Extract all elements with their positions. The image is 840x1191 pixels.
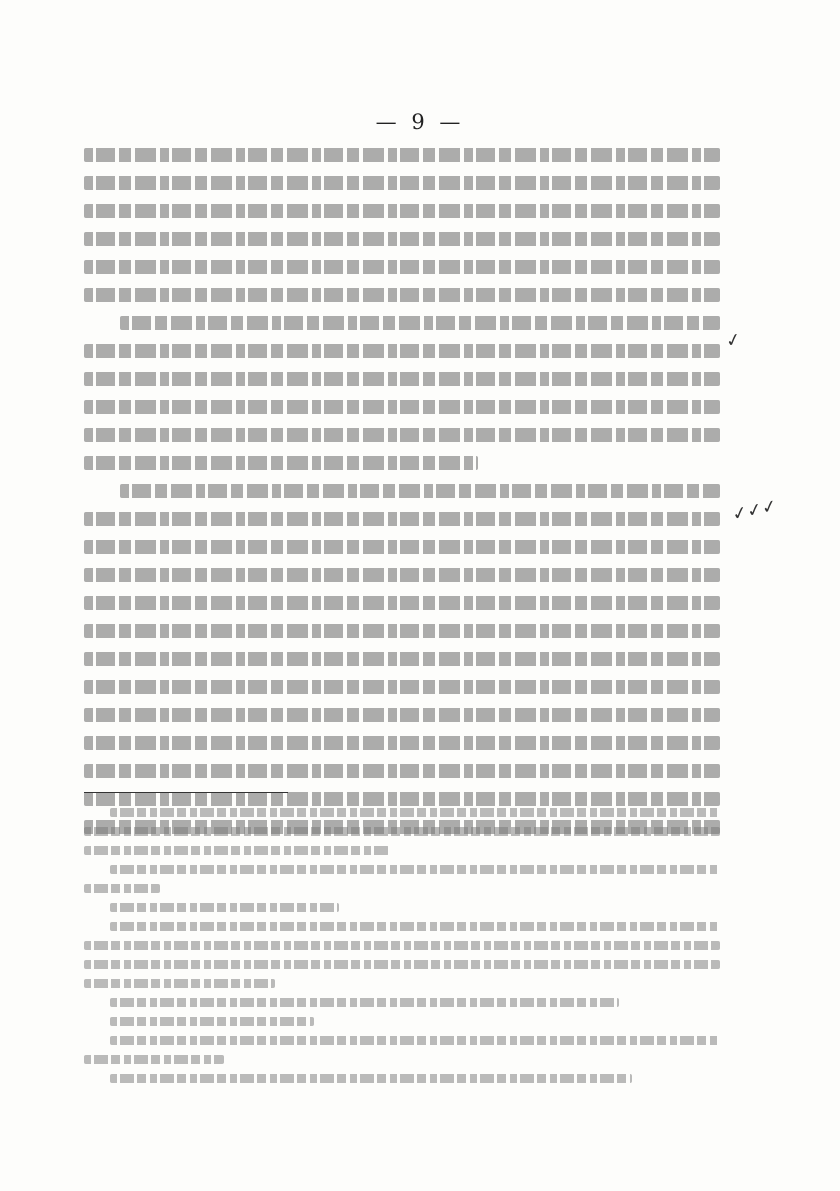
text-line: [110, 1017, 314, 1026]
text-line: [84, 764, 720, 778]
text-line: [110, 808, 720, 817]
text-line: [84, 846, 389, 855]
text-line: [110, 865, 720, 874]
text-line: [120, 316, 720, 330]
footnote-8: [84, 1074, 720, 1083]
text-line: [84, 596, 720, 610]
text-line: [84, 1055, 224, 1064]
text-line: [84, 232, 720, 246]
footnote-6: [84, 1017, 720, 1026]
page-number: — 9 —: [375, 110, 465, 134]
text-line: [84, 260, 720, 274]
text-line: [84, 884, 160, 893]
text-line: [84, 979, 275, 988]
text-line: [84, 736, 720, 750]
text-line: [110, 1036, 720, 1045]
text-line: [110, 922, 720, 931]
text-line: [110, 903, 339, 912]
margin-tick-mark: ✓: [723, 328, 744, 353]
text-line: [84, 827, 720, 836]
text-line: [84, 176, 720, 190]
text-line: [84, 344, 720, 358]
text-line: [84, 708, 720, 722]
text-line: [84, 792, 720, 806]
text-line: [84, 372, 720, 386]
text-line: [120, 484, 720, 498]
margin-tick-mark: ✓✓✓: [730, 495, 779, 526]
footnote-4: [84, 922, 720, 988]
body-text: [84, 148, 720, 848]
text-line: [84, 428, 720, 442]
text-line: [84, 456, 478, 470]
text-line: [84, 941, 720, 950]
text-line: [84, 624, 720, 638]
text-line: [84, 288, 720, 302]
text-line: [110, 998, 619, 1007]
text-line: [84, 148, 720, 162]
text-line: [84, 568, 720, 582]
text-line: [84, 204, 720, 218]
paragraph-1: [84, 148, 720, 302]
text-line: [84, 680, 720, 694]
text-line: [84, 652, 720, 666]
paragraph-2: [84, 316, 720, 470]
footnote-separator: [84, 792, 288, 793]
footnotes: [84, 808, 720, 1093]
text-line: [84, 960, 720, 969]
footnote-2: [84, 865, 720, 893]
footnote-5: [84, 998, 720, 1007]
paragraph-3: [84, 484, 720, 834]
text-line: [84, 400, 720, 414]
text-line: [110, 1074, 632, 1083]
text-line: [84, 540, 720, 554]
text-line: [84, 512, 720, 526]
footnote-1: [84, 808, 720, 855]
footnote-7: [84, 1036, 720, 1064]
footnote-3: [84, 903, 720, 912]
